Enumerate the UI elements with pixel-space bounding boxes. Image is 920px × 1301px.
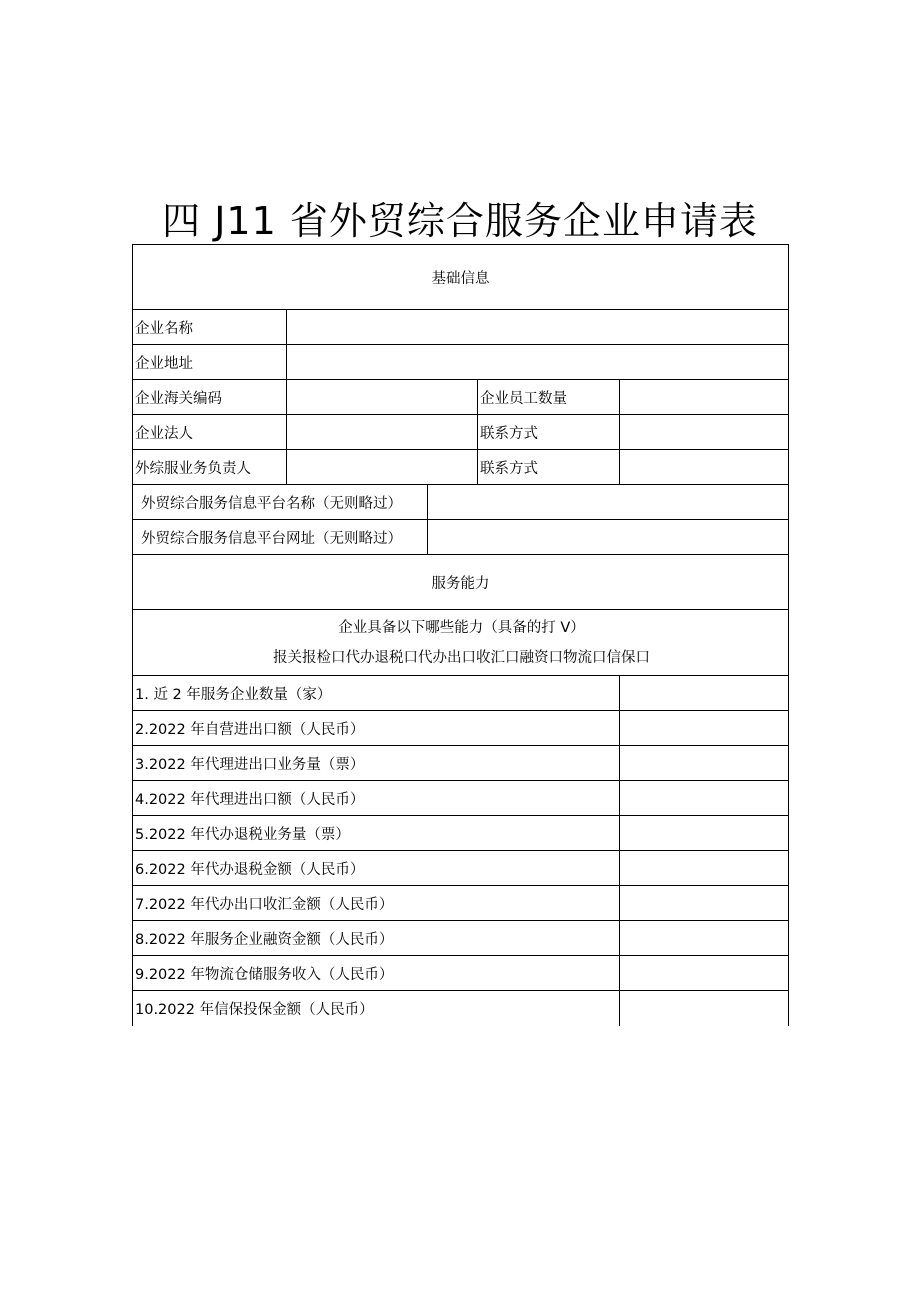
- input-platform-name[interactable]: [428, 485, 789, 520]
- label-item-1: 1. 近 2 年服务企业数量（家）: [133, 676, 620, 711]
- label-customs-code: 企业海关编码: [133, 380, 287, 415]
- input-item-7[interactable]: [620, 886, 789, 921]
- label-platform-url: 外贸综合服务信息平台网址（无则略过）: [133, 520, 428, 555]
- input-item-6[interactable]: [620, 851, 789, 886]
- label-platform-name: 外贸综合服务信息平台名称（无则略过）: [133, 485, 428, 520]
- input-item-5[interactable]: [620, 816, 789, 851]
- label-item-8: 8.2022 年服务企业融资金额（人民币）: [133, 921, 620, 956]
- label-company-name: 企业名称: [133, 310, 287, 345]
- input-employee-count[interactable]: [620, 380, 789, 415]
- label-service-manager: 外综服业务负责人: [133, 450, 287, 485]
- capability-prompt: 企业具备以下哪些能力（具备的打 V）: [338, 619, 585, 636]
- label-item-2: 2.2022 年自营进出口额（人民币）: [133, 711, 620, 746]
- input-contact-2[interactable]: [620, 450, 789, 485]
- input-item-4[interactable]: [620, 781, 789, 816]
- input-item-2[interactable]: [620, 711, 789, 746]
- section-basic-info: 基础信息: [133, 245, 789, 310]
- input-customs-code[interactable]: [287, 380, 478, 415]
- label-company-address: 企业地址: [133, 345, 287, 380]
- input-item-3[interactable]: [620, 746, 789, 781]
- label-legal-person: 企业法人: [133, 415, 287, 450]
- input-legal-person[interactable]: [287, 415, 478, 450]
- input-platform-url[interactable]: [428, 520, 789, 555]
- application-form: [132, 244, 788, 1026]
- input-contact-1[interactable]: [620, 415, 789, 450]
- capability-options[interactable]: 报关报检口代办退税口代办出口收汇口融资口物流口信保口: [273, 649, 650, 666]
- section-service-capability: 服务能力: [133, 555, 789, 610]
- input-item-1[interactable]: [620, 676, 789, 711]
- label-employee-count: 企业员工数量: [478, 380, 620, 415]
- input-service-manager[interactable]: [287, 450, 478, 485]
- input-company-name[interactable]: [287, 310, 789, 345]
- form-title: 四 J11 省外贸综合服务企业申请表: [162, 199, 758, 243]
- label-item-4: 4.2022 年代理进出口额（人民币）: [133, 781, 620, 816]
- capability-box: [133, 610, 789, 676]
- label-item-3: 3.2022 年代理进出口业务量（票）: [133, 746, 620, 781]
- label-item-7: 7.2022 年代办出口收汇金额（人民币）: [133, 886, 620, 921]
- label-item-5: 5.2022 年代办退税业务量（票）: [133, 816, 620, 851]
- label-contact-2: 联系方式: [478, 450, 620, 485]
- label-item-6: 6.2022 年代办退税金额（人民币）: [133, 851, 620, 886]
- label-item-9: 9.2022 年物流仓储服务收入（人民币）: [133, 956, 620, 991]
- label-item-10: 10.2022 年信保投保金额（人民币）: [133, 991, 620, 1026]
- label-contact-1: 联系方式: [478, 415, 620, 450]
- input-item-9[interactable]: [620, 956, 789, 991]
- input-item-8[interactable]: [620, 921, 789, 956]
- form-table: [132, 244, 789, 1026]
- input-company-address[interactable]: [287, 345, 789, 380]
- input-item-10[interactable]: [620, 991, 789, 1026]
